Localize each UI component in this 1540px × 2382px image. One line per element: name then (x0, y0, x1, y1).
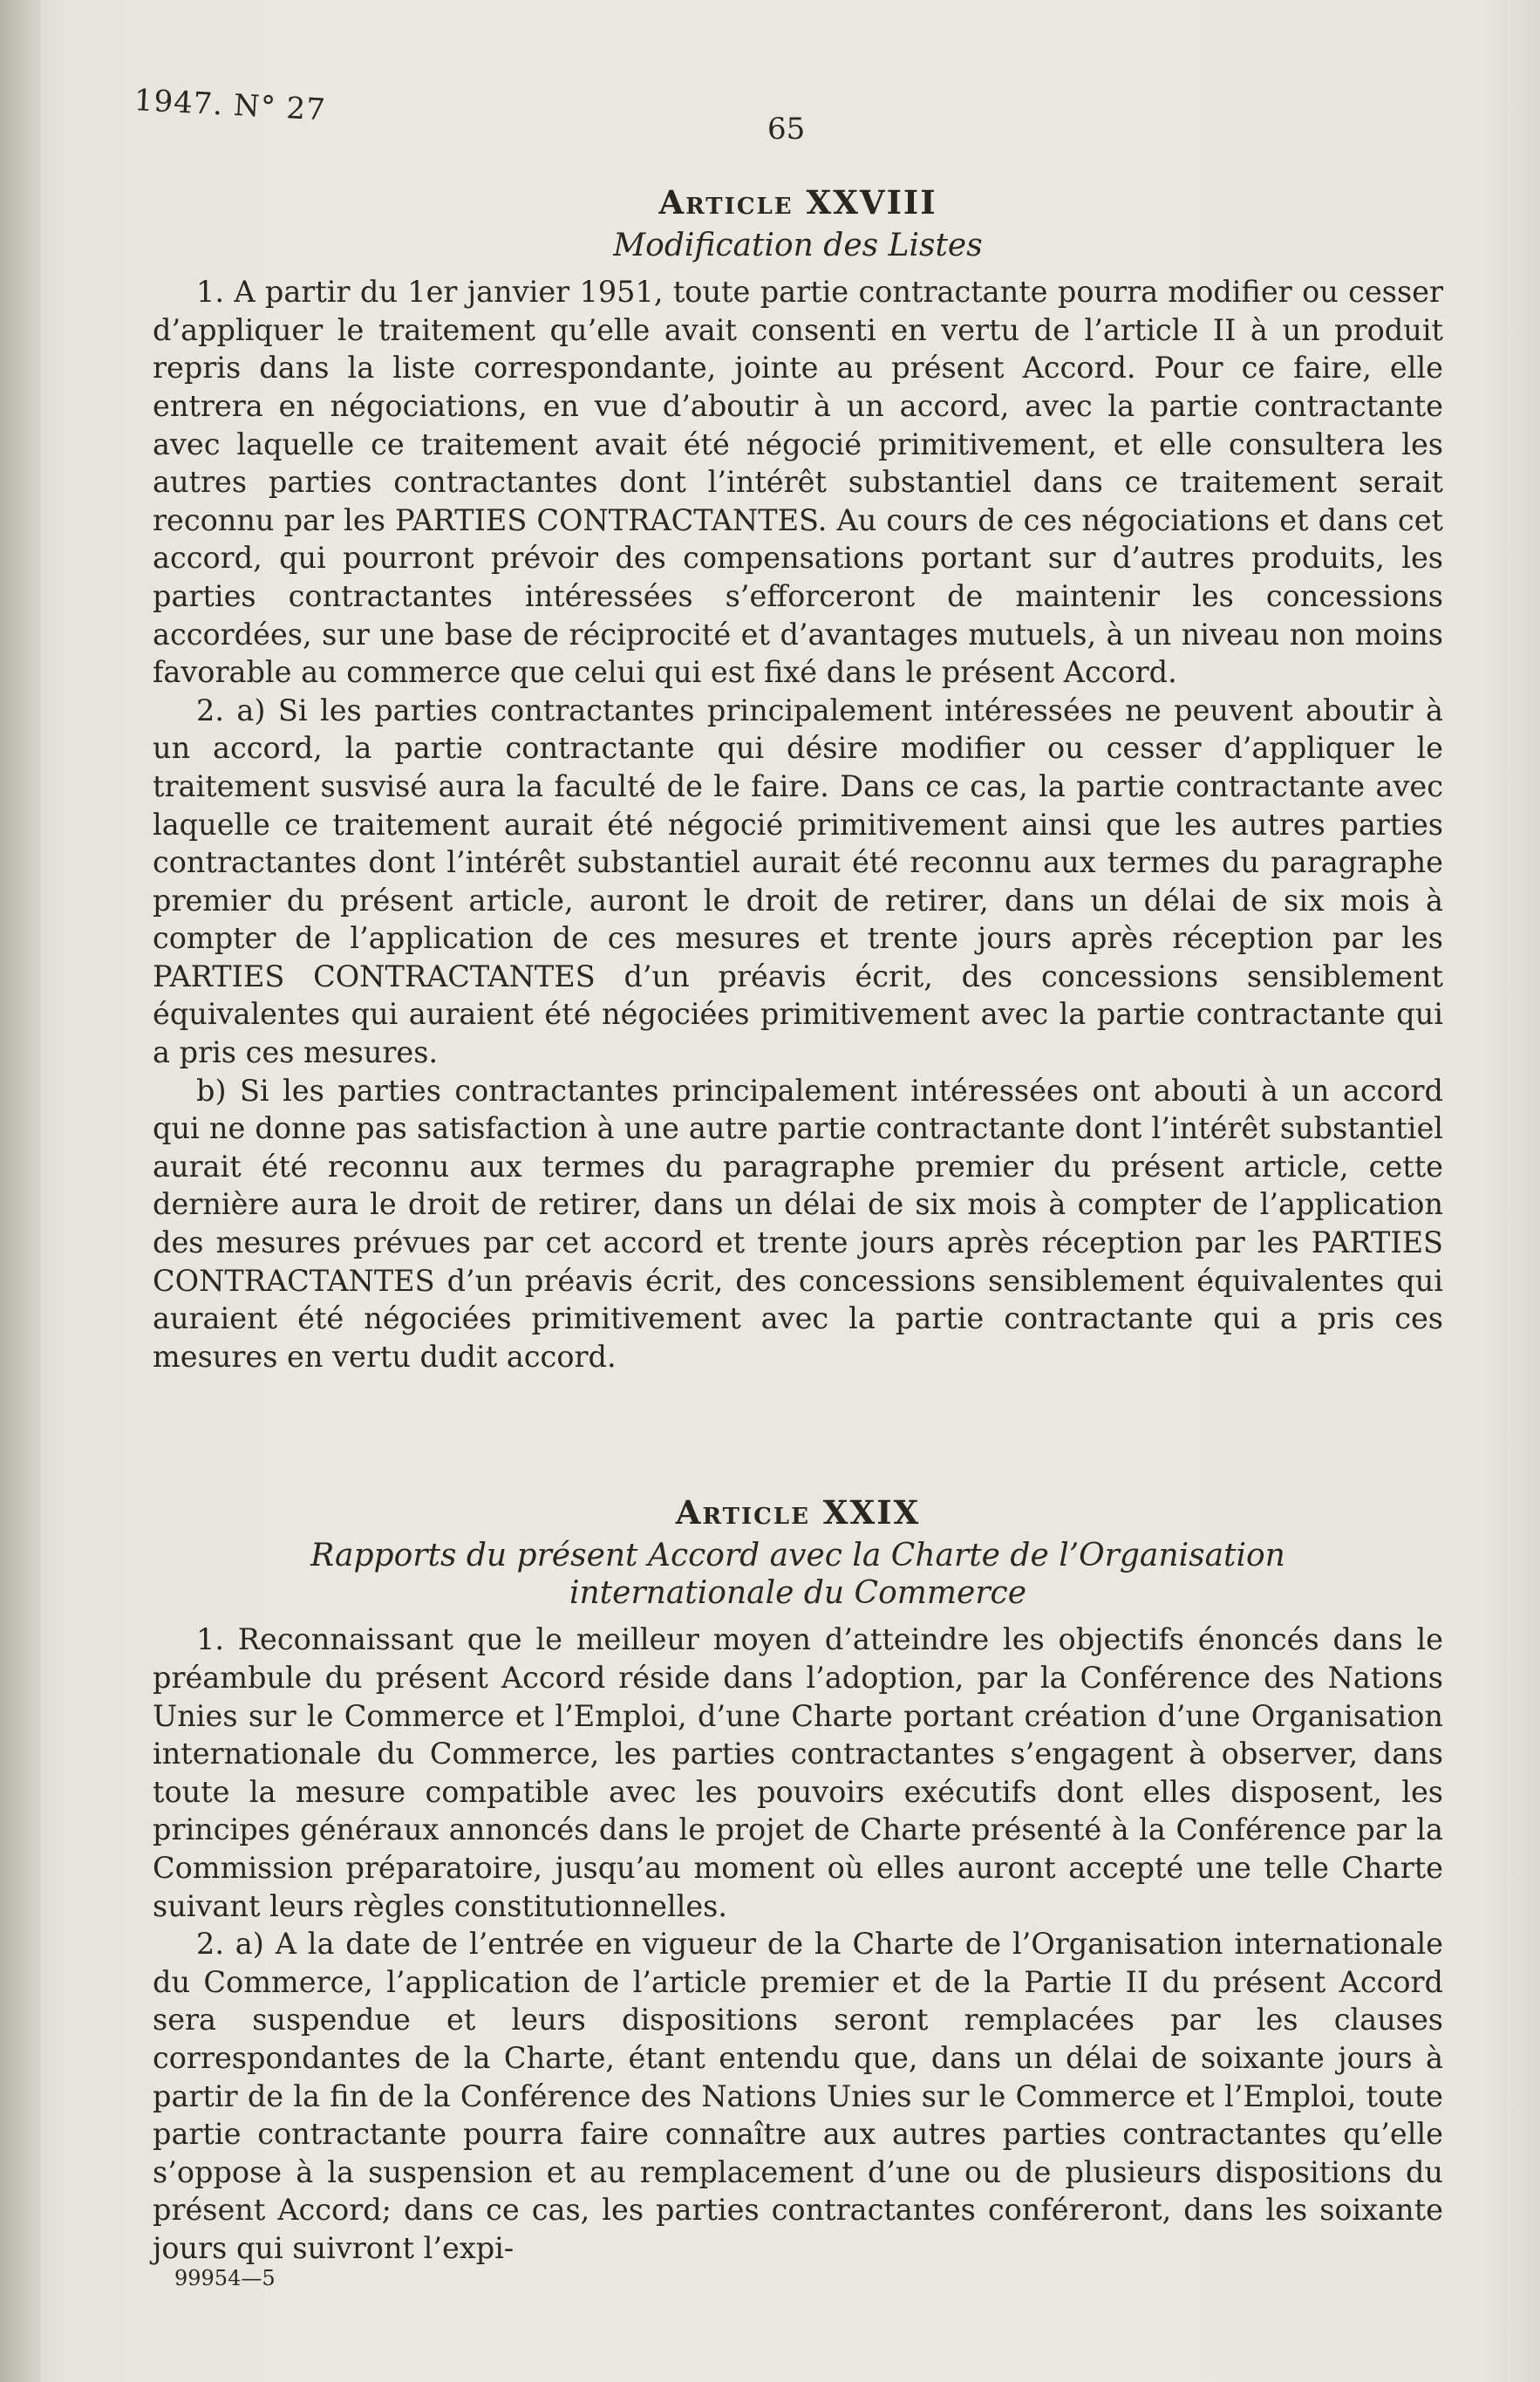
print-code: 99954—5 (174, 2266, 276, 2290)
page-number: 65 (767, 112, 806, 147)
article-29-paragraph-2a: 2. a) A la date de l’entrée en vigueur de la Charte de l’Organisation internationale du Commerce, l’application de l’article premier et de la Partie II du présent Accord sera suspendue et leurs dispositions seront remplacées par les clauses correspondantes de la Charte, étant entendu que, dans un délai de soixante jours à partir de la fin de la Conférence des Nations Unies sur le Commerce et l’Emploi, toute partie contractante pourra faire connaître aux autres parties contractantes qu’elle s’oppose à la suspension et au remplacement d’une ou de plusieurs dispositions du présent Accord; dans ce cas, les parties contractantes conféreront, dans les soixante jours qui suivront l’expi- (153, 1927, 1443, 2265)
article-29-subtitle: Rapports du présent Accord avec la Charte de l’Organisation internationale du Commerce (310, 1538, 1285, 1612)
article-28-subtitle: Modification des Listes (613, 228, 983, 263)
article-29-heading: Article XXIX (675, 1493, 921, 1532)
article-28-paragraph-2b: b) Si les parties contractantes principalement intéressées ont abouti à un accord qui ne donne pas satisfaction à une autre partie contractante dont l’intérêt substantiel aurait été reconnu aux termes du paragraphe premier du présent article, cette dernière aura le droit de retirer, dans un délai de six mois à compter de l’application des mesures prévues par cet accord et trente jours après réception par les PARTIES CONTRACTANTES d’un préavis écrit, des concessions sensiblement équivalentes qui auraient été négociées primitivement avec la partie contractante qui a pris ces mesures en vertu dudit accord. (153, 1073, 1443, 1374)
article-28-section (153, 183, 1443, 1375)
article-28-paragraph-1: 1. A partir du 1er janvier 1951, toute partie contractante pourra modifier ou cesser d’appliquer le traitement qu’elle avait consenti en vertu de l’article II à un produit repris dans la liste correspondante, jointe au présent Accord. Pour ce faire, elle entrera en négociations, en vue d’aboutir à un accord, avec la partie contractante avec laquelle ce traitement avait été négocié primitivement, et elle consultera les autres parties contractantes dont l’intérêt substantiel dans ce traitement serait reconnu par les PARTIES CONTRACTANTES. Au cours de ces négociations et dans cet accord, qui pourront prévoir des compensations portant sur d’autres produits, les parties contractantes intéressées s’efforceront de maintenir les concessions accordées, sur une base de réciprocité et d’avantages mutuels, à un niveau non moins favorable au commerce que celui qui est fixé dans le présent Accord. (153, 275, 1443, 690)
document-reference: 1947. N° 27 (133, 83, 327, 128)
article-28-heading: Article XXVIII (658, 183, 937, 222)
article-28-paragraph-2a: 2. a) Si les parties contractantes principalement intéressées ne peuvent aboutir à un accord, la partie contractante qui désire modifier ou cesser d’appliquer le traitement susvisé aura la faculté de le faire. Dans ce cas, la partie contractante avec laquelle ce traitement aurait été négocié primitivement ainsi que les autres parties contractantes dont l’intérêt substantiel aurait été reconnu aux termes du paragraphe premier du présent article, auront le droit de retirer, dans un délai de six mois à compter de l’application de ces mesures et trente jours après réception par les PARTIES CONTRACTANTES d’un préavis écrit, des concessions sensiblement équivalentes qui auraient été négociées primitivement avec la partie contractante qui a pris ces mesures. (153, 693, 1443, 1070)
page-binding-edge (0, 0, 40, 2382)
article-29-section (153, 1493, 1443, 2267)
article-29-paragraph-1: 1. Reconnaissant que le meilleur moyen d’atteindre les objectifs énoncés dans le préambule du présent Accord réside dans l’adoption, par la Conférence des Nations Unies sur le Commerce et l’Emploi, d’une Charte portant création d’une Organisation internationale du Commerce, les parties contractantes s’engagent à observer, dans toute la mesure compatible avec les pouvoirs exécutifs dont elles disposent, les principes généraux annoncés dans le projet de Charte présenté à la Conférence par la Commission préparatoire, jusqu’au moment où elles auront accepté une telle Charte suivant leurs règles constitutionnelles. (153, 1622, 1443, 1923)
